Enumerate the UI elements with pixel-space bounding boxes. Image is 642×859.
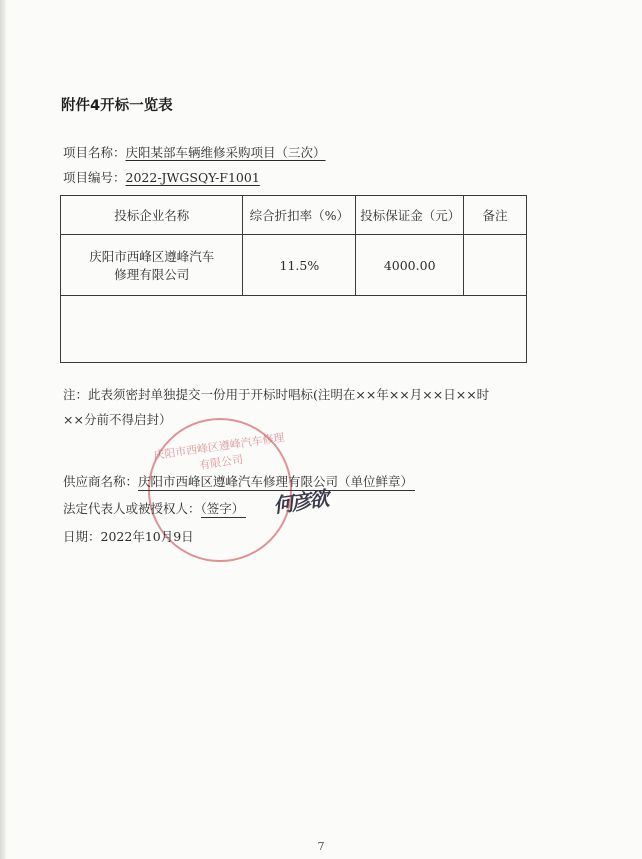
date-line [63, 527, 194, 545]
supplier-line [63, 472, 415, 490]
project-no-line [63, 168, 260, 186]
table-row [61, 235, 527, 296]
handwritten-signature: 何彦欲 [271, 486, 329, 518]
note-line-2: ××分前不得启封） [63, 412, 172, 427]
header-discount: 综合折扣率（%） [243, 196, 356, 235]
note-block [63, 382, 533, 432]
project-name-label: 项目名称： [63, 145, 126, 160]
empty-cell [61, 296, 527, 363]
header-deposit: 投标保证金（元） [356, 196, 464, 235]
legal-rep-sign: （签字） [200, 501, 245, 516]
cell-discount: 11.5% [243, 235, 356, 296]
note-line-1: 注：此表须密封单独提交一份用于开标时唱标(注明在××年××月××日××时 [63, 387, 490, 402]
page-number: 7 [317, 840, 325, 853]
scan-edge-shadow [0, 0, 6, 859]
project-no-value: 2022-JWGSQY-F1001 [125, 170, 260, 185]
project-name-line [63, 143, 326, 161]
project-name-value: 庆阳某部车辆维修采购项目（三次） [125, 145, 326, 160]
company-line-2: 修理有限公司 [114, 267, 190, 282]
project-no-label: 项目编号： [63, 170, 126, 185]
date-value: 2022年10月9日 [100, 529, 194, 544]
table-header-row [61, 196, 527, 235]
supplier-name: 庆阳市西峰区遵峰汽车修理有限公司（单位鲜章） [138, 474, 414, 489]
header-remark: 备注 [464, 196, 527, 235]
legal-rep-label: 法定代表人或被授权人： [63, 501, 201, 516]
bid-opening-table [60, 195, 527, 363]
legal-rep-line [63, 499, 246, 517]
cell-company [61, 235, 243, 296]
cell-remark [464, 235, 527, 296]
document-title: 附件4开标一览表 [61, 98, 173, 114]
supplier-label: 供应商名称： [63, 474, 139, 489]
table-empty-row [61, 296, 527, 363]
company-line-1: 庆阳市西峰区遵峰汽车 [89, 249, 215, 264]
date-label: 日期： [63, 529, 101, 544]
cell-deposit: 4000.00 [356, 235, 464, 296]
stamp-text: 庆阳市西峰区遵峰汽车修理有限公司 [152, 430, 286, 472]
header-company: 投标企业名称 [61, 196, 243, 235]
